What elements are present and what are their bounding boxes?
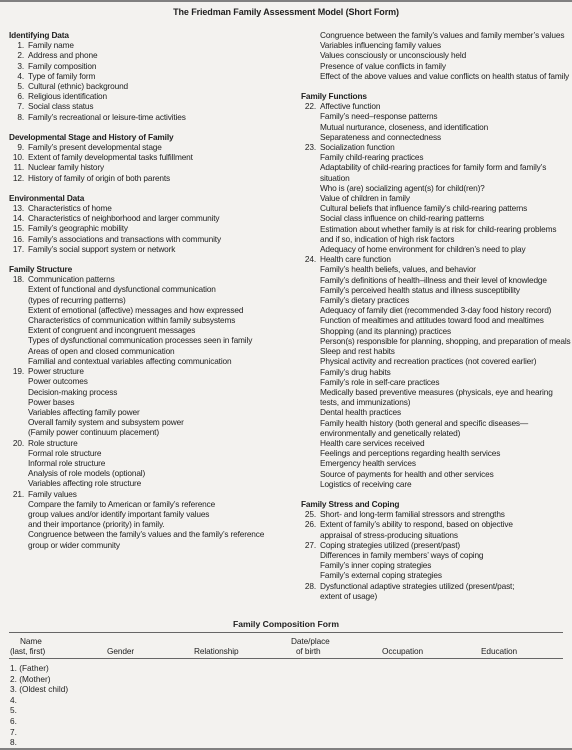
item-text: History of family of origin of both parents xyxy=(28,172,171,183)
sub-item: Family’s role in self-care practices xyxy=(320,376,440,387)
numbered-item xyxy=(9,50,301,60)
assessment-columns xyxy=(9,30,571,606)
sub-item: Power outcomes xyxy=(28,376,88,387)
numbered-item xyxy=(9,71,301,81)
item-text: Family values xyxy=(28,488,77,499)
left-column xyxy=(9,30,301,550)
form-title: The Friedman Family Assessment Model (Short Form) xyxy=(173,7,399,17)
sub-item: Areas of open and closed communication xyxy=(28,345,175,356)
composition-form-title: Family Composition Form xyxy=(233,619,339,629)
sub-item: Who is (are) socializing agent(s) for child(ren)? xyxy=(320,182,485,193)
sub-item: Effect of the above values and value conflicts on health status of family xyxy=(320,70,570,81)
numbered-item xyxy=(9,162,301,172)
sub-item: Family’s external coping strategies xyxy=(320,570,442,581)
sub-item: Congruence between the family’s values and the family’s reference xyxy=(28,529,265,540)
numbered-item xyxy=(9,81,301,91)
section-spacer xyxy=(9,183,301,193)
item-text: Extent of family’s ability to respond, based on objective xyxy=(320,519,513,530)
sub-item: Variables influencing family values xyxy=(320,40,441,51)
numbered-item xyxy=(9,101,301,111)
item-continuation: appraisal of stress-producing situations xyxy=(320,529,458,540)
item-number: 11. xyxy=(13,162,24,173)
item-number: 9. xyxy=(17,142,24,153)
numbered-item xyxy=(301,101,567,111)
item-text: Dysfunctional adaptive strategies utilized (present/past; xyxy=(320,580,515,591)
section-heading: Family Structure xyxy=(9,264,73,275)
item-text: Family’s social support system or network xyxy=(28,243,176,254)
section-spacer xyxy=(9,122,301,132)
sub-item: Family’s dietary practices xyxy=(320,295,410,306)
sub-item: Shopping (and its planning) practices xyxy=(320,325,451,336)
numbered-item xyxy=(9,152,301,162)
sub-item: group values and/or identify important family values xyxy=(28,508,210,519)
sub-item: and their importance (priority) in family. xyxy=(28,519,165,530)
numbered-item xyxy=(301,509,567,519)
sub-item: Informal role structure xyxy=(28,457,106,468)
numbered-item xyxy=(9,203,301,213)
item-number: 5. xyxy=(17,81,24,92)
numbered-item xyxy=(9,173,301,183)
item-text: Social class status xyxy=(28,101,94,112)
numbered-item xyxy=(9,61,301,71)
item-number: 13. xyxy=(12,203,24,214)
item-number: 8. xyxy=(17,111,24,122)
item-number: 28. xyxy=(304,580,316,591)
sub-item: Value of children in family xyxy=(320,193,410,204)
item-number: 19. xyxy=(12,366,24,377)
sub-item: Emergency health services xyxy=(320,458,416,469)
sub-item: Adequacy of family diet (recommended 3-day food history record) xyxy=(320,305,552,316)
item-text: Health care function xyxy=(320,254,391,265)
sub-item: Family’s health beliefs, values, and behavior xyxy=(320,264,476,275)
item-number: 26. xyxy=(304,519,316,530)
header-birth-line2: of birth xyxy=(296,646,321,656)
item-number: 23. xyxy=(304,142,316,153)
numbered-item xyxy=(9,142,301,152)
sub-item: (Family power continuum placement) xyxy=(28,427,159,438)
item-number: 7. xyxy=(17,101,24,112)
sub-item: Values consciously or unconsciously held xyxy=(320,50,467,61)
sub-item: Adequacy of home environment for children’s need to play xyxy=(320,244,526,255)
item-number: 14. xyxy=(12,213,24,224)
item-number: 10. xyxy=(12,152,24,163)
sub-item: Familial and contextual variables affecting communication xyxy=(28,355,232,366)
sub-item: Mutual nurturance, closeness, and identification xyxy=(320,121,489,132)
item-number: 20. xyxy=(12,437,24,448)
sub-item: tests, and immunizations) xyxy=(320,397,411,408)
item-text: Address and phone xyxy=(28,50,98,61)
numbered-item xyxy=(301,581,567,591)
member-row: 4. xyxy=(10,694,17,705)
item-continuation: extent of usage) xyxy=(320,590,378,601)
member-row: 7. xyxy=(10,726,17,737)
header-relationship: Relationship xyxy=(194,646,239,656)
item-text: Family composition xyxy=(28,60,97,71)
item-number: 18. xyxy=(12,274,24,285)
header-occupation: Occupation xyxy=(382,646,423,656)
sub-item: Family’s drug habits xyxy=(320,366,391,377)
sub-item: Logistics of receiving care xyxy=(320,478,412,489)
sub-item: Presence of value conflicts in family xyxy=(320,60,446,71)
item-number: 4. xyxy=(17,70,24,81)
sub-item: Power bases xyxy=(28,396,75,407)
composition-top-rule xyxy=(9,632,563,633)
item-number: 6. xyxy=(17,91,24,102)
sub-item: Family health history (both general and specific diseases— xyxy=(320,417,529,428)
section-spacer xyxy=(301,81,567,91)
sub-item: Health care services received xyxy=(320,437,425,448)
sub-item: environmentally and genetically related) xyxy=(320,427,461,438)
numbered-item xyxy=(9,234,301,244)
item-text: Coping strategies utilized (present/past) xyxy=(320,539,461,550)
sub-item: situation xyxy=(320,172,350,183)
sub-item: Characteristics of communication within family subsystems xyxy=(28,315,236,326)
item-text: Power structure xyxy=(28,366,84,377)
numbered-item xyxy=(9,40,301,50)
section-spacer xyxy=(301,489,567,499)
sub-item: Feelings and perceptions regarding health services xyxy=(320,448,501,459)
item-text: Religious identification xyxy=(28,91,107,102)
member-row: 2. (Mother) xyxy=(10,673,51,684)
sub-item: Analysis of role models (optional) xyxy=(28,468,146,479)
sub-item: (types of recurring patterns) xyxy=(28,294,126,305)
sub-item: Family’s inner coping strategies xyxy=(320,560,432,571)
sub-item: Congruence between the family’s values and family member’s values xyxy=(320,30,565,40)
header-birth-line1: Date/place xyxy=(291,636,330,646)
sub-item: Family child-rearing practices xyxy=(320,152,424,163)
sub-item: Differences in family members’ ways of coping xyxy=(320,549,484,560)
item-number: 2. xyxy=(17,50,24,61)
sub-item: Variables affecting family power xyxy=(28,406,140,417)
item-text: Cultural (ethnic) background xyxy=(28,81,129,92)
sub-item: Physical activity and recreation practices (not covered earlier) xyxy=(320,356,537,367)
sub-item: Medically based preventive measures (physicals, eye and hearing xyxy=(320,386,553,397)
item-number: 15. xyxy=(12,223,24,234)
sub-item: Function of mealtimes and attitudes toward food and mealtimes xyxy=(320,315,544,326)
sub-item: and if so, indication of high risk factors xyxy=(320,233,455,244)
item-text: Communication patterns xyxy=(28,274,115,285)
section-heading: Identifying Data xyxy=(9,30,69,40)
sub-item: Types of dysfunctional communication processes seen in family xyxy=(28,335,253,346)
sub-item: Variables affecting role structure xyxy=(28,478,142,489)
sub-item: Source of payments for health and other services xyxy=(320,468,494,479)
sub-item: Extent of emotional (affective) messages and how expressed xyxy=(28,304,244,315)
sub-item: Extent of functional and dysfunctional communication xyxy=(28,284,216,295)
item-number: 3. xyxy=(17,60,24,71)
section-heading: Family Functions xyxy=(301,91,367,102)
right-column xyxy=(301,30,571,601)
numbered-item xyxy=(9,274,301,284)
item-text: Family name xyxy=(28,40,74,51)
sub-item: Family’s definitions of health–illness and their level of knowledge xyxy=(320,274,547,285)
item-text: Family’s present developmental stage xyxy=(28,142,162,153)
section-heading: Environmental Data xyxy=(9,192,85,203)
sub-item: Adaptability of child-rearing practices for family form and family’s xyxy=(320,162,547,173)
member-row: 1. (Father) xyxy=(10,663,49,673)
item-number: 22. xyxy=(304,101,316,112)
item-text: Extent of family developmental tasks fulfillment xyxy=(28,152,193,163)
numbered-item xyxy=(9,366,301,376)
item-text: Role structure xyxy=(28,437,78,448)
numbered-item xyxy=(9,244,301,254)
item-text: Characteristics of home xyxy=(28,203,112,214)
numbered-item xyxy=(9,112,301,122)
header-name-line2: (last, first) xyxy=(10,646,46,656)
sub-item: Cultural beliefs that influence family’s child-rearing patterns xyxy=(320,203,528,214)
sub-item: Separateness and connectedness xyxy=(320,131,441,142)
sub-item: Family’s need–response patterns xyxy=(320,111,438,122)
numbered-item xyxy=(301,540,567,550)
sub-item: Decision-making process xyxy=(28,386,118,397)
item-text: Family’s geographic mobility xyxy=(28,223,128,234)
numbered-item xyxy=(9,438,301,448)
sub-item: Compare the family to American or family’s reference xyxy=(28,498,216,509)
item-text: Short- and long-term familial stressors and strengths xyxy=(320,509,505,520)
sub-item: Sleep and rest habits xyxy=(320,346,395,357)
numbered-item xyxy=(301,254,567,264)
item-number: 12. xyxy=(12,172,24,183)
header-education: Education xyxy=(481,646,518,656)
section-spacer xyxy=(9,254,301,264)
item-text: Affective function xyxy=(320,101,381,112)
sub-item: group or wider community xyxy=(28,539,120,550)
item-text: Characteristics of neighborhood and larger community xyxy=(28,213,220,224)
sub-item: Family’s perceived health status and illness susceptibility xyxy=(320,284,520,295)
item-number: 17. xyxy=(12,243,24,254)
member-row: 6. xyxy=(10,716,17,726)
item-number: 27. xyxy=(304,539,316,550)
item-text: Family’s recreational or leisure-time activities xyxy=(28,111,186,122)
numbered-item xyxy=(9,213,301,223)
sub-item: Overall family system and subsystem power xyxy=(28,417,184,428)
item-number: 24. xyxy=(304,254,316,265)
header-gender: Gender xyxy=(107,646,135,656)
item-text: Type of family form xyxy=(28,70,96,81)
sub-item: Formal role structure xyxy=(28,447,102,458)
item-text: Family’s associations and transactions with community xyxy=(28,233,221,244)
numbered-item xyxy=(301,142,567,152)
numbered-item xyxy=(9,91,301,101)
composition-header-rule xyxy=(9,658,563,659)
numbered-item xyxy=(301,519,567,529)
sub-item: Social class influence on child-rearing patterns xyxy=(320,213,484,224)
section-heading: Family Stress and Coping xyxy=(301,498,400,509)
item-number: 1. xyxy=(17,40,24,51)
item-text: Nuclear family history xyxy=(28,162,105,173)
item-number: 21. xyxy=(12,488,24,499)
member-row: 5. xyxy=(10,705,17,716)
sub-item: Extent of congruent and incongruent messages xyxy=(28,325,196,336)
item-number: 16. xyxy=(12,233,24,244)
numbered-item xyxy=(9,223,301,233)
header-name-line1: Name xyxy=(20,636,42,646)
item-text: Socialization function xyxy=(320,142,395,153)
sub-item: Estimation about whether family is at risk for child-rearing problems xyxy=(320,223,557,234)
numbered-item xyxy=(9,489,301,499)
sub-item: Person(s) responsible for planning, shopping, and preparation of meals xyxy=(320,335,571,346)
sub-item: Dental health practices xyxy=(320,407,401,418)
item-number: 25. xyxy=(304,509,316,520)
section-heading: Developmental Stage and History of Family xyxy=(9,131,174,142)
member-row: 8. xyxy=(10,737,17,748)
member-row: 3. (Oldest child) xyxy=(10,684,69,695)
